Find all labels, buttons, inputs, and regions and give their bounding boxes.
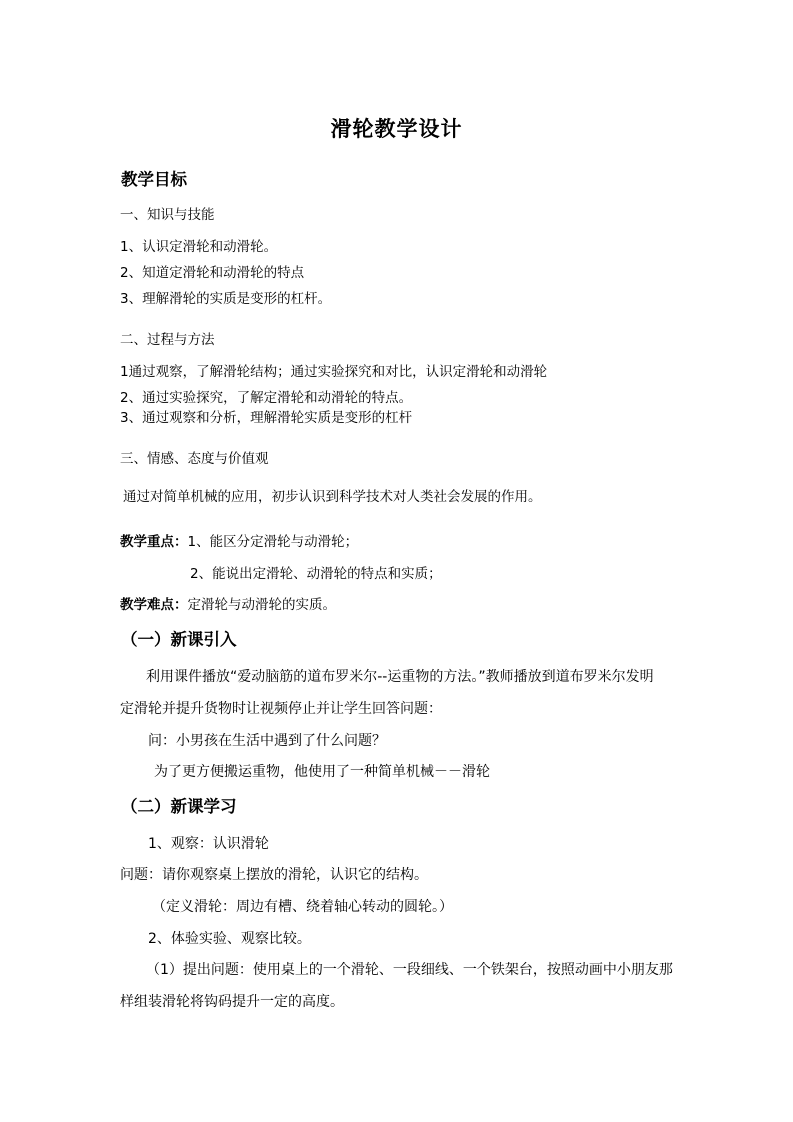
- section3-text: 通过对简单机械的应用，初步认识到科学技术对人类社会发展的作用。: [123, 489, 542, 505]
- section2-item-3: 3、通过观察和分析，理解滑轮实质是变形的杠杆: [120, 410, 413, 426]
- difficulty-text: 定滑轮与动滑轮的实质。: [187, 597, 336, 613]
- section1-item-2: 2、知道定滑轮和动滑轮的特点: [120, 265, 305, 281]
- part1-answer: 为了更方便搬运重物，他使用了一种简单机械－－滑轮: [154, 764, 490, 780]
- part2-sub1-line-2: 样组装滑轮将钩码提升一定的高度。: [120, 994, 344, 1010]
- section2-item-1: 1通过观察，了解滑轮结构；通过实验探究和对比，认识定滑轮和动滑轮: [120, 364, 548, 380]
- part1-question: 问：小男孩在生活中遇到了什么问题？: [148, 733, 386, 749]
- part2-sub1-line-1: （1）提出问题：使用桌上的一个滑轮、一段细线、一个铁架台，按照动画中小朋友那: [146, 962, 673, 978]
- part1-para-line-1: 利用课件播放“爱动脑筋的道布罗米尔--运重物的方法。”教师播放到道布罗米尔发明: [146, 669, 654, 685]
- section1-item-3: 3、理解滑轮的实质是变形的杠杆。: [120, 291, 332, 307]
- section2-item-2: 2、通过实验探究，了解定滑轮和动滑轮的特点。: [120, 390, 413, 406]
- document-title: 滑轮教学设计: [330, 116, 463, 141]
- part2-step-2: 2、体验实验、观察比较。: [148, 931, 311, 947]
- section2-heading: 二、过程与方法: [120, 332, 215, 348]
- key-points-item-1: 1、能区分定滑轮与动滑轮；: [187, 534, 359, 550]
- objectives-heading: 教学目标: [121, 170, 187, 189]
- section1-item-1: 1、认识定滑轮和动滑轮。: [120, 239, 278, 255]
- part1-para-line-2: 定滑轮并提升货物时让视频停止并让学生回答问题：: [120, 701, 442, 717]
- part2-question: 问题：请你观察桌上摆放的滑轮，认识它的结构。: [120, 867, 428, 883]
- section3-heading: 三、情感、态度与价值观: [120, 451, 269, 467]
- key-points-item-2: 2、能说出定滑轮、动滑轮的特点和实质；: [190, 566, 442, 582]
- part2-definition: （定义滑轮：周边有槽、绕着轴心转动的圆轮。）: [152, 899, 453, 915]
- part1-heading: （一）新课引入: [121, 630, 237, 649]
- difficulty-line: [120, 596, 336, 614]
- section1-heading: 一、知识与技能: [120, 207, 215, 223]
- key-points-label: 教学重点：: [120, 534, 188, 550]
- key-points-line-1: [120, 533, 358, 551]
- part2-heading: （二）新课学习: [121, 797, 237, 816]
- part2-step-1: 1、观察：认识滑轮: [148, 836, 269, 852]
- difficulty-label: 教学难点：: [120, 597, 188, 613]
